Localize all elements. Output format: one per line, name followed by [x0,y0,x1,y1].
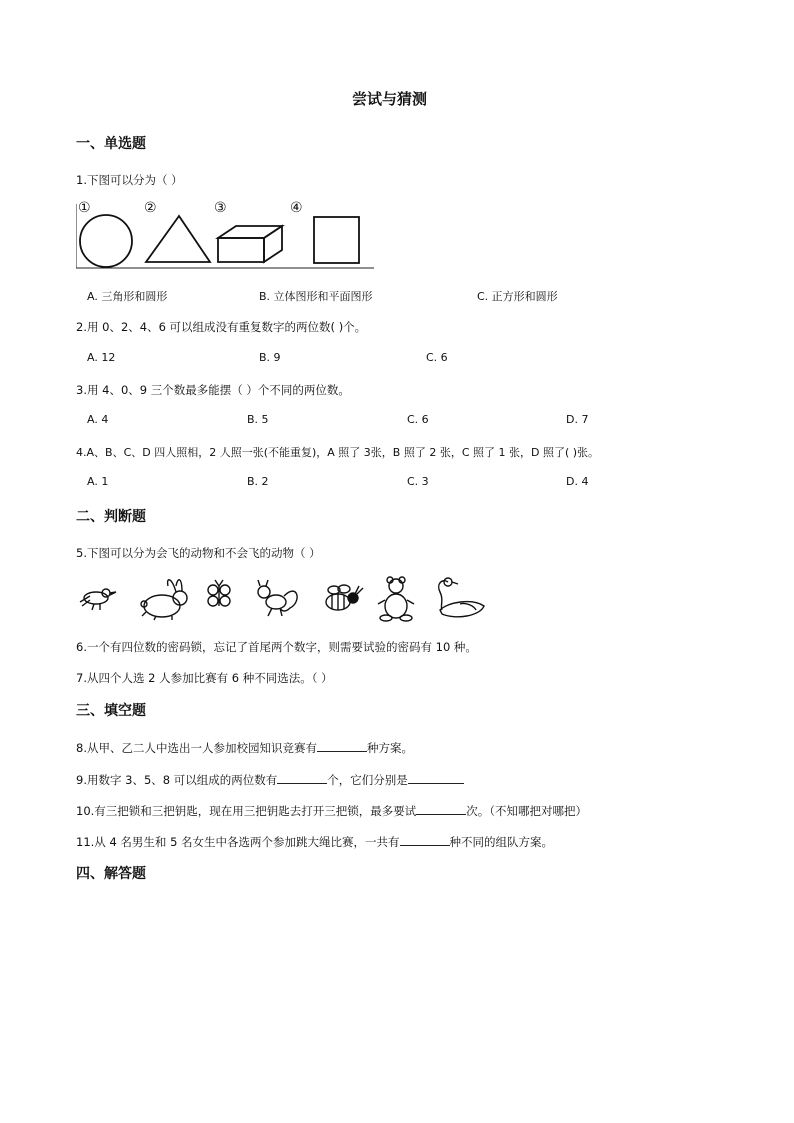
section-heading-true-false: 二、判断题 [76,509,146,525]
section-heading-single-choice: 一、单选题 [76,136,146,152]
question-9-text-mid: 个，它们分别是 [327,773,408,787]
section-heading-solve: 四、解答题 [76,866,146,882]
animals-figure [76,572,496,624]
figure-label-1: ① [78,200,91,216]
figure-label-4: ④ [290,200,303,216]
circle-shape [80,215,132,267]
question-11-answer-blank[interactable] [400,834,450,846]
section-heading-fill-in: 三、填空题 [76,703,146,719]
question-8-answer-blank[interactable] [317,740,367,752]
butterfly-icon [208,580,230,606]
question-9-answer-blank-1[interactable] [277,772,327,784]
question-1-stem: 1.下图可以分为（ ） [76,173,183,187]
question-11-text-post: 种不同的组队方案。 [449,835,554,849]
question-1-option-b[interactable]: B. 立体图形和平面图形 [259,290,373,303]
figure-label-3: ③ [214,200,227,216]
page-title: 尝试与猜测 [352,90,428,108]
question-4-option-c[interactable]: C. 3 [407,475,429,488]
question-10-answer-blank[interactable] [416,803,466,815]
question-6-stem: 6.一个有四位数的密码锁，忘记了首尾两个数字，则需要试验的密码有 10 种。 [76,640,477,654]
question-7-stem: 7.从四个人选 2 人参加比赛有 6 种不同选法。（ ） [76,671,333,685]
bird-icon [80,589,116,610]
figure-label-2: ② [144,200,157,216]
question-3-option-b[interactable]: B. 5 [247,413,269,426]
bee-icon [326,585,363,610]
swan-icon [439,578,484,617]
question-10-text-post: 次。（不知哪把对哪把） [466,804,588,818]
question-4-stem: 4.A、B、C、D 四人照相，2 人照一张(不能重复)，A 照了 3张，B 照了 2 张，C 照了 1 张，D 照了( )张。 [76,446,600,459]
question-4-option-b[interactable]: B. 2 [247,475,269,488]
question-9-answer-blank-2[interactable] [408,772,464,784]
cuboid-shape [218,226,282,262]
question-8-text-pre: 8.从甲、乙二人中选出一人参加校园知识竞赛有 [76,741,317,755]
question-10 [76,803,587,819]
question-1-figure [76,200,376,270]
question-11 [76,834,553,850]
question-2-stem: 2.用 0、2、4、6 可以组成没有重复数字的两位数( )个。 [76,320,367,334]
question-3-stem: 3.用 4、0、9 三个数最多能摆（ ）个不同的两位数。 [76,383,350,397]
square-shape [314,217,359,263]
question-5-stem: 5.下图可以分为会飞的动物和不会飞的动物（ ） [76,546,321,560]
question-8-text-post: 种方案。 [366,741,413,755]
question-2-option-c[interactable]: C. 6 [426,351,448,364]
bear-icon [378,577,414,621]
question-4-option-a[interactable]: A. 1 [87,475,109,488]
question-1-option-c[interactable]: C. 正方形和圆形 [477,290,558,303]
question-4-option-d[interactable]: D. 4 [566,475,589,488]
question-1-option-a[interactable]: A. 三角形和圆形 [87,290,168,303]
question-10-text-pre: 10.有三把锁和三把钥匙，现在用三把钥匙去打开三把锁，最多要试 [76,804,417,818]
question-2-option-b[interactable]: B. 9 [259,351,281,364]
question-8 [76,740,413,756]
question-2-option-a[interactable]: A. 12 [87,351,116,364]
question-3-option-c[interactable]: C. 6 [407,413,429,426]
question-11-text-pre: 11.从 4 名男生和 5 名女生中各选两个参加跳大绳比赛，一共有 [76,835,400,849]
question-3-option-a[interactable]: A. 4 [87,413,109,426]
squirrel-icon [258,580,297,616]
question-9 [76,772,464,788]
question-3-option-d[interactable]: D. 7 [566,413,589,426]
rabbit-icon [141,580,187,620]
question-9-text-pre: 9.用数字 3、5、8 可以组成的两位数有 [76,773,278,787]
triangle-shape [146,216,210,262]
